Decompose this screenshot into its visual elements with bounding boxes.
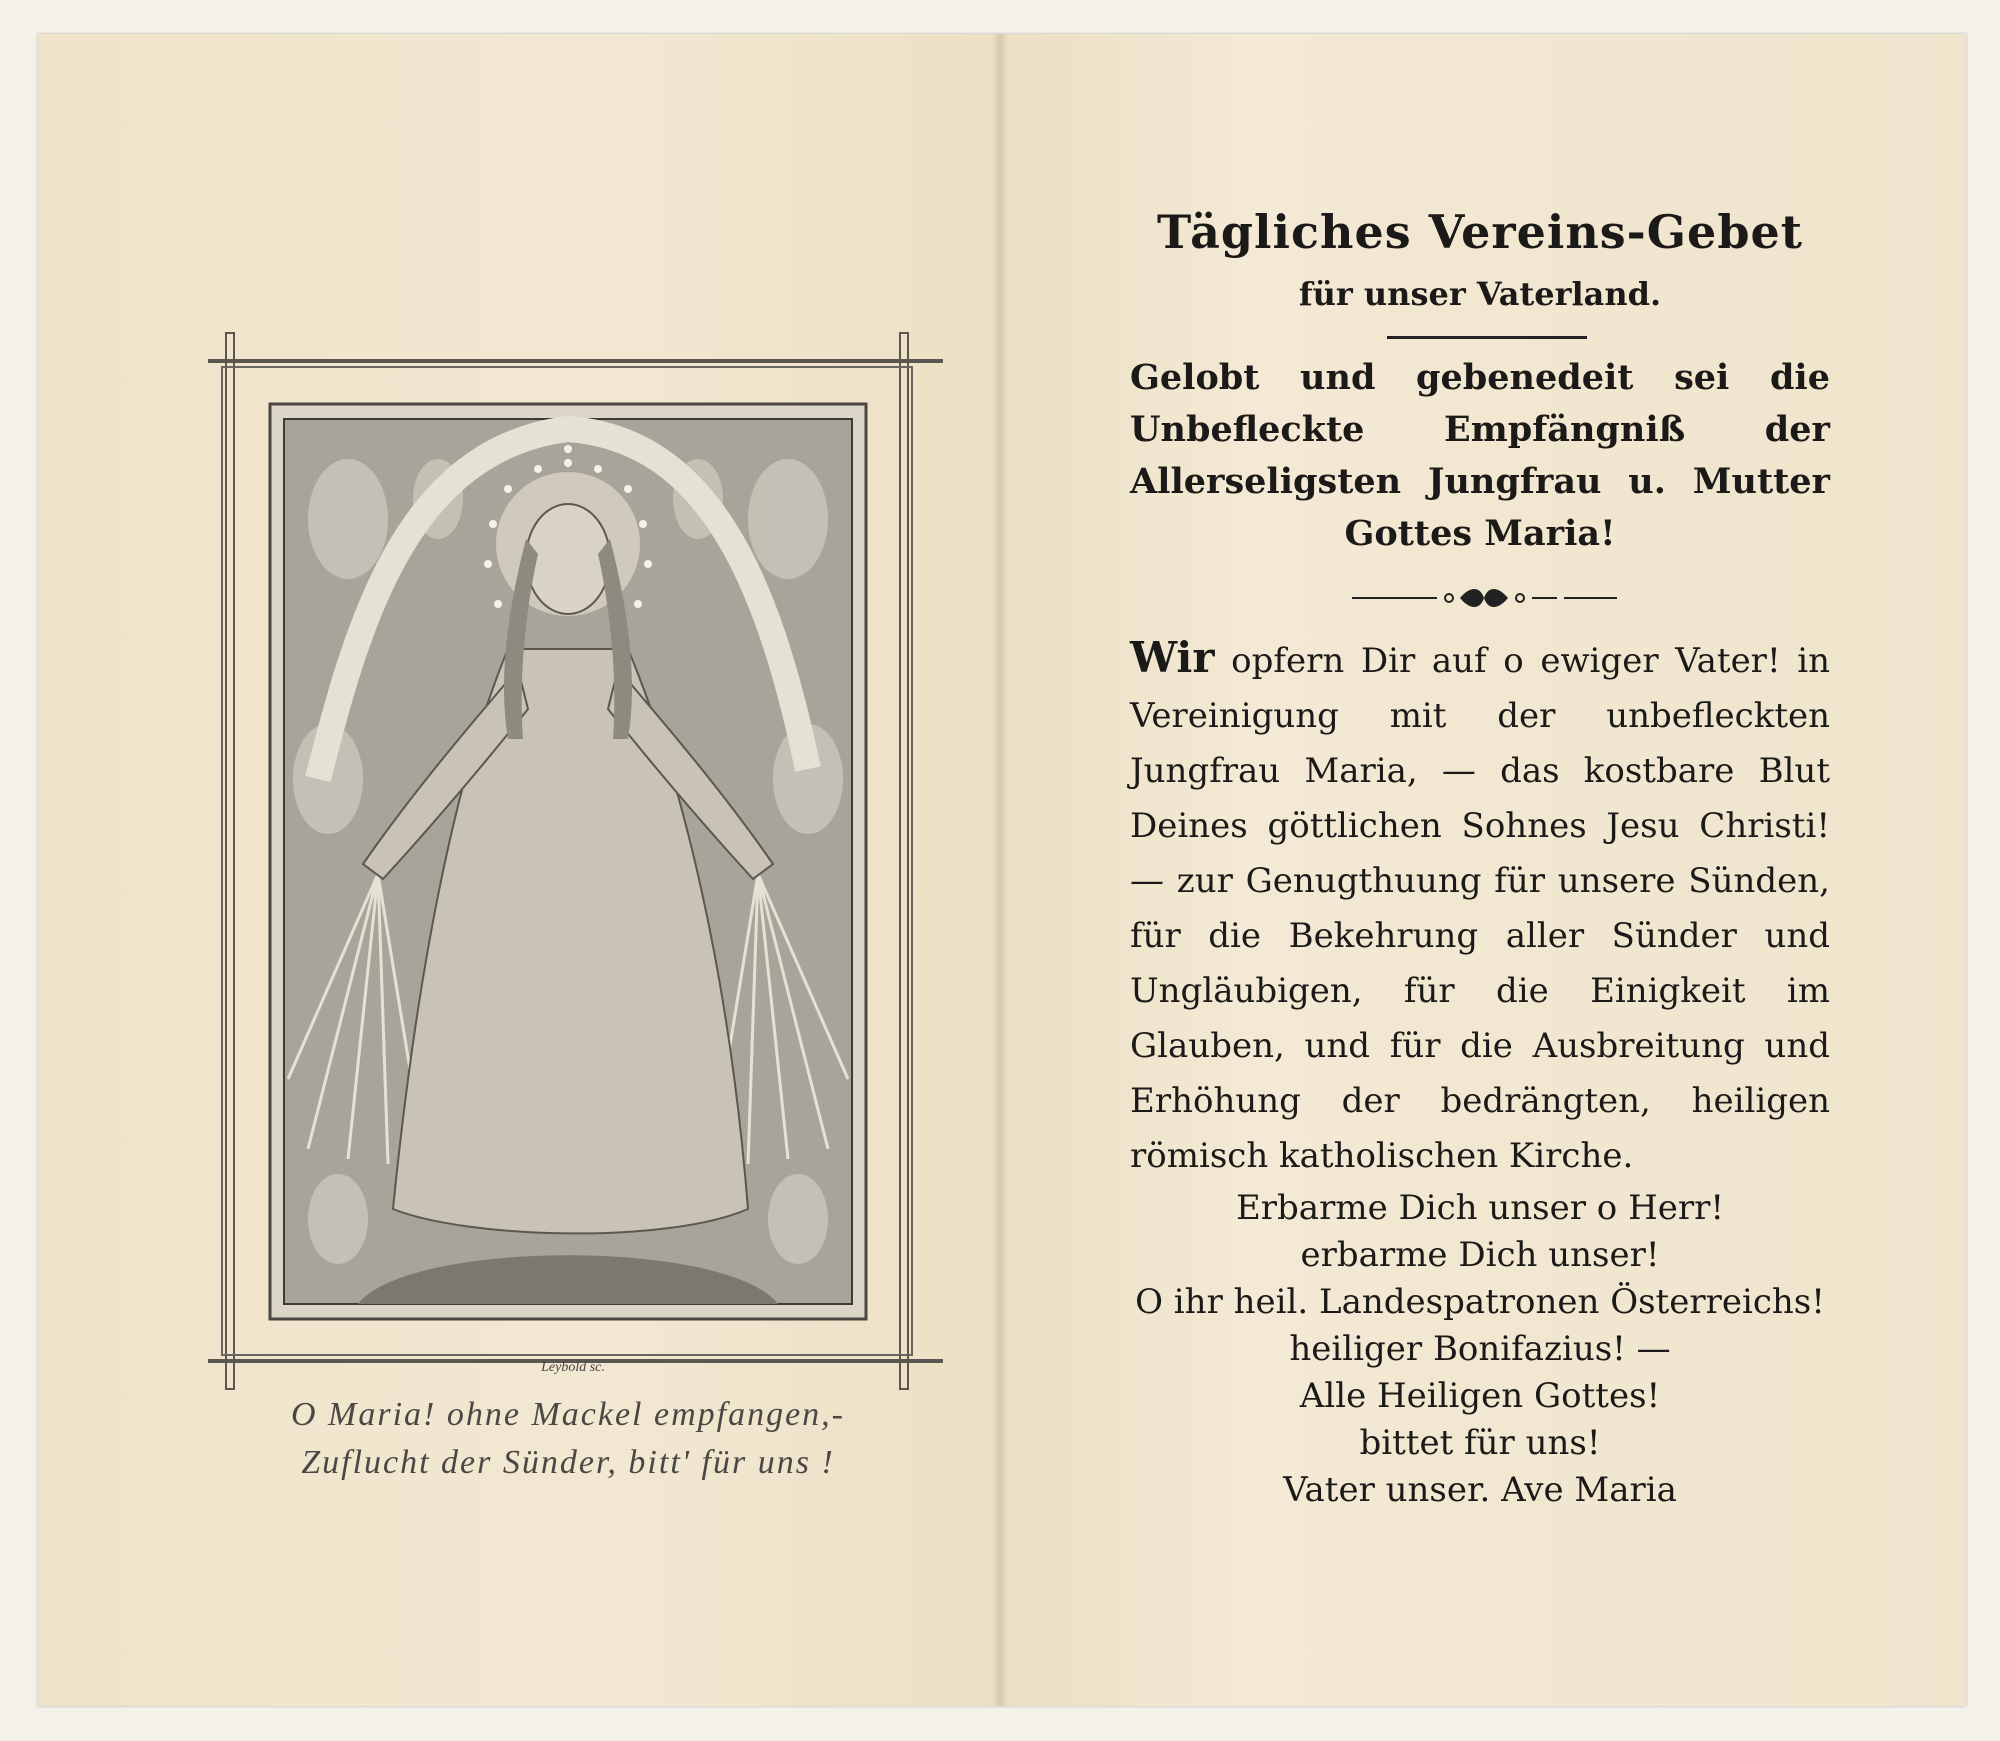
closing-line-1: Erbarme Dich unser o Herr! [1235, 1188, 1725, 1228]
ornament-divider-icon [1352, 583, 1617, 613]
caption-line-2: Zuflucht der Sünder, bitt' für uns ! [301, 1444, 835, 1481]
closing-line-7: Vater unser. Ave Maria [1283, 1470, 1677, 1510]
page-fold [992, 34, 1008, 1706]
prayer-first-word: Wir [1130, 633, 1215, 682]
closing-line-2: erbarme Dich unser! [1300, 1235, 1660, 1275]
title-divider [1387, 336, 1587, 339]
invocation-text: Gelobt und gebenedeit sei die Unbefleckte Empfängniß der Allerseligsten Jungfrau u. Mutter Gottes Maria! [1130, 357, 1830, 554]
prayer-subtitle: für unser Vaterland. [1298, 275, 1662, 313]
prayer-title: Tägliches Vereins-Gebet [1157, 205, 1803, 259]
prayer-body [1130, 630, 1830, 1184]
closing-line-6: bittet für uns! [1359, 1423, 1601, 1463]
prayer-body-text: opfern Dir auf o ewiger Vater! in Vereinigung mit der unbefleckten Jungfrau Maria, — das kostbare Blut Deines göttlichen Sohnes Jesu Christi! — zur Genugthuung für unsere Sünden, für die Bekehrung aller Sünder und Ungläubigen, für die Einigkeit im Glauben, und für die Ausbreitung und Erhöhung der bedrängten, heiligen römisch katholischen Kirche. [1130, 641, 1830, 1176]
caption-line-1: O Maria! ohne Mackel empfangen,- [290, 1396, 845, 1433]
closing-line-3: O ihr heil. Landespatronen Österreichs! [1135, 1282, 1825, 1322]
engraving-frame [208, 319, 946, 1394]
left-page [38, 34, 1000, 1706]
closing-line-5: Alle Heiligen Gottes! [1299, 1376, 1661, 1416]
closing-line-4: heiliger Bonifazius! — [1289, 1329, 1671, 1369]
madonna-engraving-image [208, 319, 946, 1394]
engraver-signature: Leybold sc. [541, 1360, 605, 1375]
